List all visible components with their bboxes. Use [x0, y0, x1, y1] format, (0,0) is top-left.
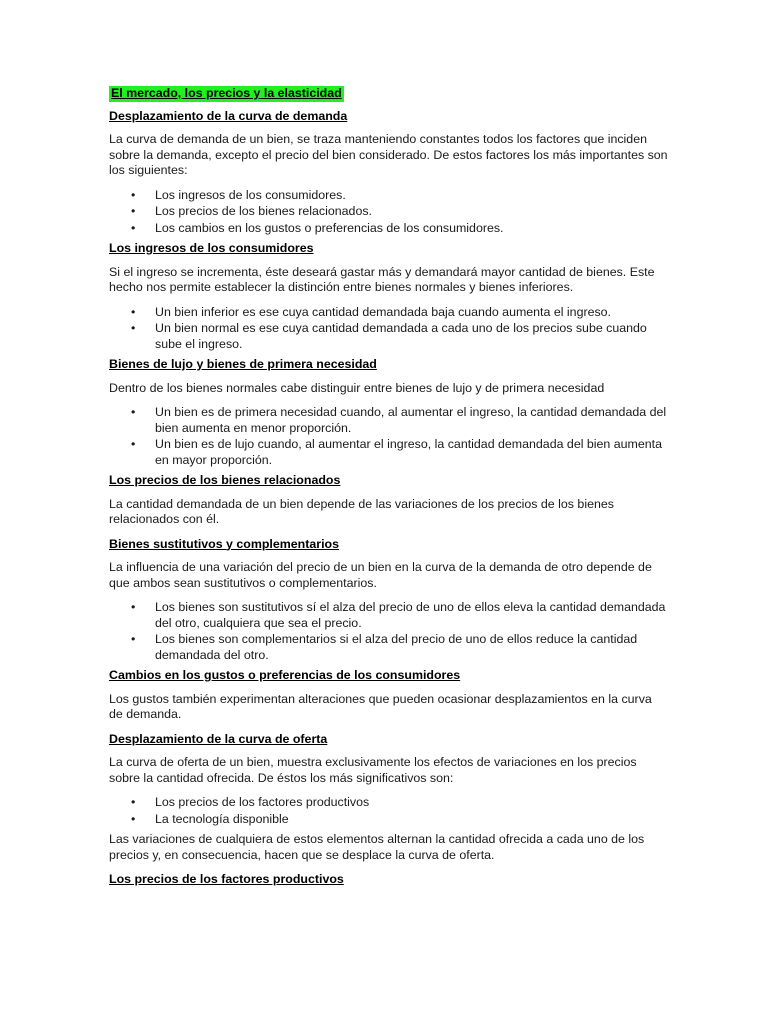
list-item: • Los precios de los bienes relacionados. [109, 204, 668, 220]
section-heading-related-goods: Los precios de los bienes relacionados [109, 473, 341, 487]
bullet-list [109, 600, 668, 663]
list-item: • Los precios de los factores productivos [109, 795, 668, 811]
document-title: El mercado, los precios y la elasticidad [111, 86, 342, 100]
list-item: • Un bien es de lujo cuando, al aumentar el ingreso, la cantidad demandada del bien aumenta en mayor proporción. [109, 437, 668, 468]
paragraph: Si el ingreso se incrementa, éste deseará gastar más y demandará mayor cantidad de bienes. Este hecho nos permite establecer la distinción entre bienes normales y bienes inferiores. [109, 264, 655, 294]
paragraph: La curva de oferta de un bien, muestra exclusivamente los efectos de variaciones en los precios sobre la cantidad ofrecida. De éstos los más significativos son: [109, 755, 637, 785]
paragraph: La influencia de una variación del precio de un bien en la curva de la demanda de otro depende de que ambos sean sustitutivos o complementarios. [109, 560, 652, 590]
section-heading-factor-prices: Los precios de los factores productivos [109, 872, 344, 886]
bullet-list [109, 188, 668, 237]
paragraph: Los gustos también experimentan alteraciones que pueden ocasionar desplazamientos en la curva de demanda. [109, 691, 652, 721]
list-item: • Un bien normal es ese cuya cantidad demandada a cada uno de los precios sube cuando sube el ingreso. [109, 321, 668, 352]
list-item: • Un bien inferior es ese cuya cantidad demandada baja cuando aumenta el ingreso. [109, 305, 668, 321]
paragraph: La curva de demanda de un bien, se traza manteniendo constantes todos los factores que inciden sobre la demanda, excepto el precio del bien considerado. De estos factores los más importantes son los siguientes: [109, 132, 668, 177]
list-item: • Los bienes son sustitutivos sí el alza del precio de uno de ellos eleva la cantidad demandada del otro, cualquiera que sea el precio. [109, 600, 668, 631]
bullet-list [109, 305, 668, 353]
section-heading-tastes-preferences: Cambios en los gustos o preferencias de los consumidores [109, 668, 461, 682]
list-item: • Los bienes son complementarios si el alza del precio de uno de ellos reduce la cantidad demandada del otro. [109, 632, 668, 663]
list-item: • Los cambios en los gustos o preferencias de los consumidores. [109, 221, 668, 237]
section-heading-consumer-income: Los ingresos de los consumidores [109, 241, 314, 255]
section-heading-substitutes-complements: Bienes sustitutivos y complementarios [109, 536, 339, 551]
bullet-list [109, 795, 668, 827]
paragraph: Las variaciones de cualquiera de estos elementos alternan la cantidad ofrecida a cada uno de los precios y, en consecuencia, hacen que se desplace la curva de oferta. [109, 832, 645, 862]
list-item: • Los ingresos de los consumidores. [109, 188, 668, 204]
section-heading-luxury-necessity: Bienes de lujo y bienes de primera necesidad [109, 357, 377, 371]
paragraph: La cantidad demandada de un bien depende de las variaciones de los precios de los bienes relacionados con él. [109, 496, 614, 526]
section-heading-demand-shift: Desplazamiento de la curva de demanda [109, 108, 348, 123]
paragraph: Dentro de los bienes normales cabe distinguir entre bienes de lujo y de primera necesidad [109, 380, 605, 395]
list-item: • La tecnología disponible [109, 812, 668, 828]
list-item: • Un bien es de primera necesidad cuando, al aumentar el ingreso, la cantidad demandada del bien aumenta en menor proporción. [109, 405, 668, 436]
section-heading-supply-shift: Desplazamiento de la curva de oferta [109, 731, 328, 746]
bullet-list [109, 405, 668, 468]
